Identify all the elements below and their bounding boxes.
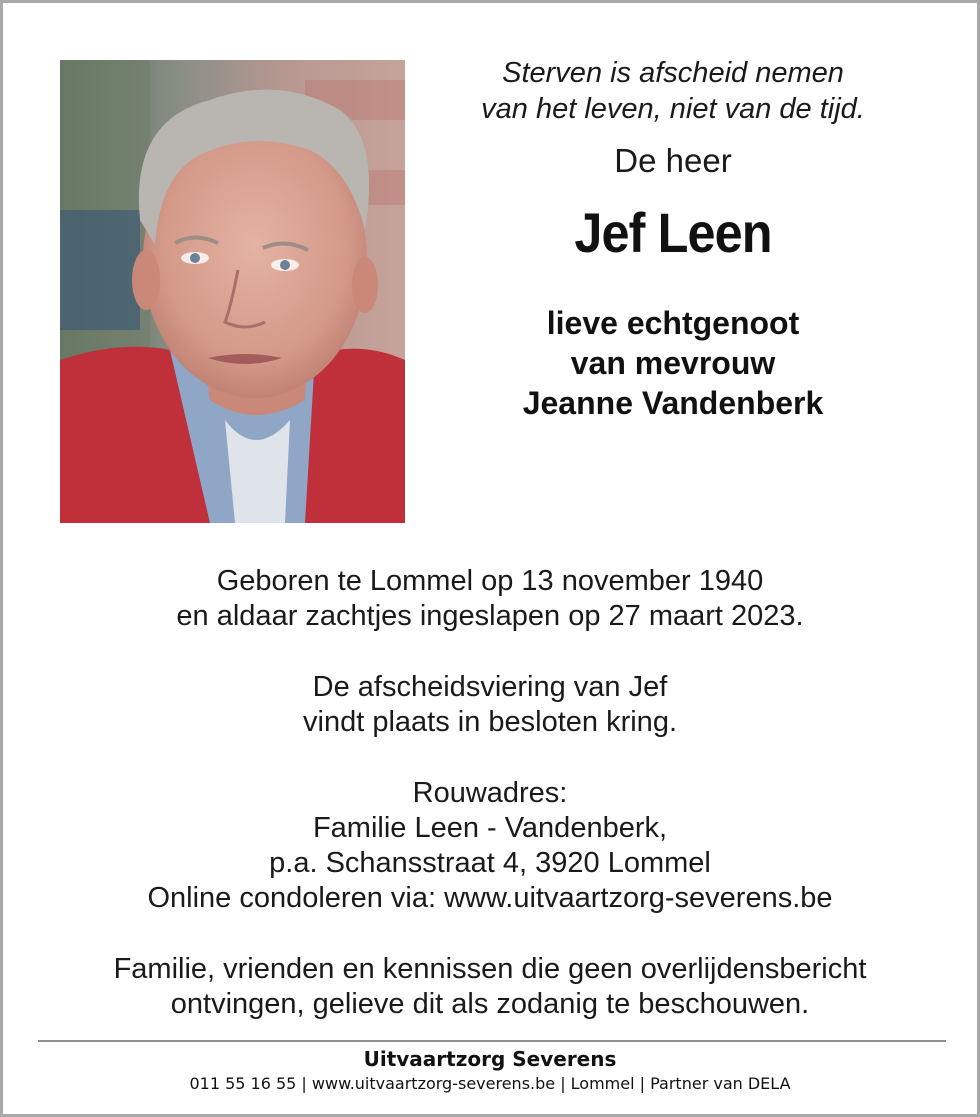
notice-paragraph bbox=[3, 952, 977, 1022]
text-line: Familie, vrienden en kennissen die geen overlijdensbericht bbox=[113, 953, 867, 985]
footer-divider bbox=[38, 1040, 946, 1042]
relation-line: van mevrouw bbox=[570, 345, 776, 381]
text-line: en aldaar zachtjes ingeslapen op 27 maart 2023. bbox=[176, 600, 804, 632]
condolence-link: Online condoleren via: www.uitvaartzorg-severens.be bbox=[147, 882, 833, 914]
ceremony-paragraph bbox=[3, 670, 977, 740]
relation-line: lieve echtgenoot bbox=[546, 305, 800, 341]
text-line: p.a. Schansstraat 4, 3920 Lommel bbox=[269, 847, 711, 879]
address-paragraph bbox=[3, 776, 977, 916]
text-line: ontvingen, gelieve dit als zodanig te beschouwen. bbox=[170, 988, 810, 1020]
deceased-name: Jef Leen bbox=[574, 201, 772, 264]
body-block bbox=[3, 564, 977, 1022]
quote-line: Sterven is afscheid nemen bbox=[502, 57, 844, 89]
text-line: Familie Leen - Vandenberk, bbox=[312, 812, 668, 844]
footer-contact-info: 011 55 16 55 | www.uitvaartzorg-severens.be | Lommel | Partner van DELA bbox=[189, 1074, 791, 1093]
honorific: De heer bbox=[614, 142, 732, 179]
quote-line: van het leven, niet van de tijd. bbox=[481, 93, 865, 125]
birth-death-paragraph bbox=[3, 564, 977, 634]
relation-line: Jeanne Vandenberk bbox=[522, 385, 824, 421]
footer-company: Uitvaartzorg Severens bbox=[363, 1047, 617, 1071]
text-line: Rouwadres: bbox=[412, 777, 568, 809]
text-line: De afscheidsviering van Jef bbox=[312, 671, 668, 703]
header-block bbox=[443, 55, 903, 423]
portrait-photo bbox=[60, 60, 405, 523]
text-line: Geboren te Lommel op 13 november 1940 bbox=[216, 565, 764, 597]
portrait-illustration bbox=[60, 60, 405, 523]
text-line: vindt plaats in besloten kring. bbox=[303, 706, 677, 738]
quote bbox=[443, 55, 903, 127]
relation bbox=[443, 303, 903, 423]
